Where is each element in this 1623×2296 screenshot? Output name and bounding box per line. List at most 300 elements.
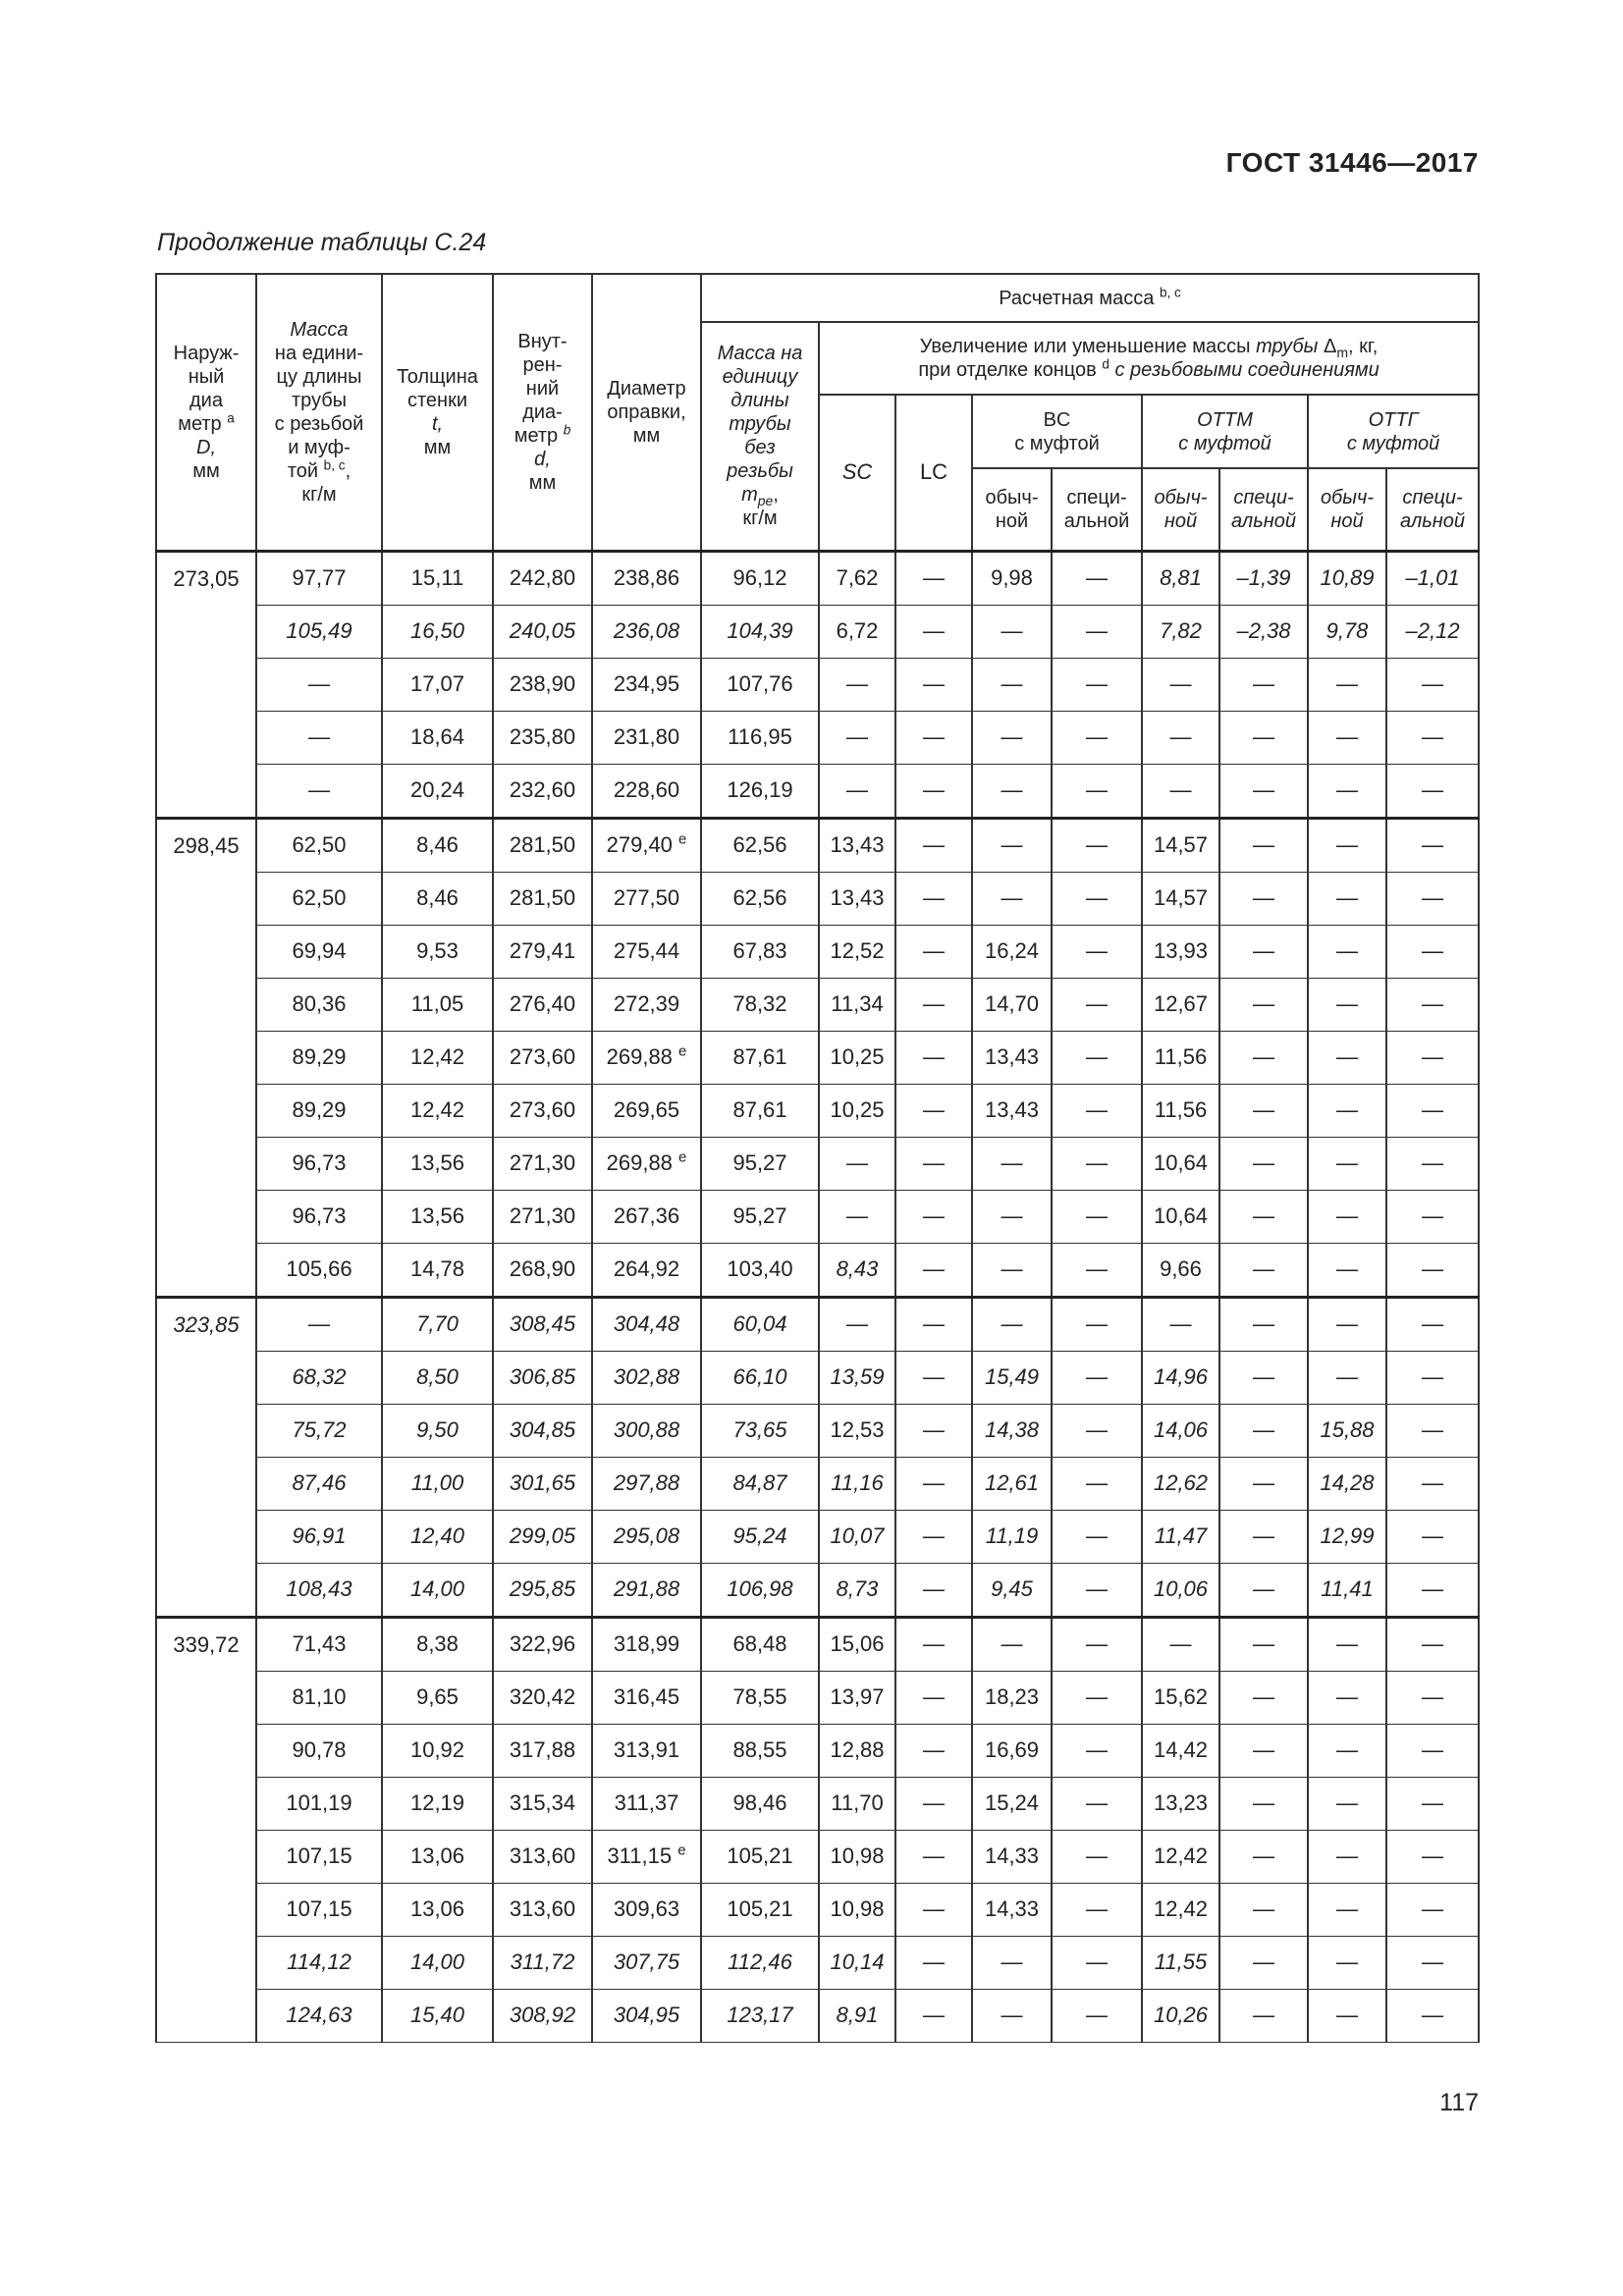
table-cell: 13,97 <box>819 1671 895 1724</box>
table-cell: — <box>895 1404 972 1457</box>
table-cell: — <box>1052 1031 1142 1084</box>
table-cell: — <box>972 1243 1052 1297</box>
table-cell: 275,44 <box>592 925 701 978</box>
table-cell: 13,43 <box>819 818 895 872</box>
table-cell: 10,25 <box>819 1084 895 1137</box>
table-row <box>156 551 1479 605</box>
table-cell: 311,37 <box>592 1777 701 1830</box>
table-cell: 307,75 <box>592 1936 701 1989</box>
table-cell: 108,43 <box>256 1563 382 1617</box>
table-cell: 95,24 <box>701 1510 819 1563</box>
table-cell: 236,08 <box>592 605 701 658</box>
table-cell: 87,61 <box>701 1031 819 1084</box>
table-cell: — <box>256 711 382 764</box>
table-cell: 9,53 <box>382 925 493 978</box>
table-cell: 15,06 <box>819 1617 895 1671</box>
table-cell: 114,12 <box>256 1936 382 1989</box>
table-cell: 10,98 <box>819 1883 895 1936</box>
table-cell: 105,66 <box>256 1243 382 1297</box>
table-cell: 16,69 <box>972 1724 1052 1777</box>
table-cell: 313,60 <box>493 1883 592 1936</box>
table-cell: 14,57 <box>1142 818 1219 872</box>
table-cell: — <box>1386 658 1479 711</box>
table-cell: — <box>1052 1563 1142 1617</box>
table-cell: 11,41 <box>1308 1563 1386 1617</box>
table-cell: 13,56 <box>382 1137 493 1190</box>
table-cell: — <box>1308 818 1386 872</box>
table-cell: 10,98 <box>819 1830 895 1883</box>
table-cell: 107,15 <box>256 1883 382 1936</box>
table-cell: — <box>1308 1190 1386 1243</box>
table-cell: 12,42 <box>382 1084 493 1137</box>
table-cell: 12,42 <box>1142 1830 1219 1883</box>
table-cell: 62,56 <box>701 818 819 872</box>
table-row <box>156 1243 1479 1297</box>
table-cell: 12,62 <box>1142 1457 1219 1510</box>
table-cell: 62,50 <box>256 818 382 872</box>
table-row <box>156 1190 1479 1243</box>
outer-diameter-cell: 298,45 <box>156 818 256 1297</box>
table-row <box>156 605 1479 658</box>
table-cell: 304,85 <box>493 1404 592 1457</box>
table-cell: 14,06 <box>1142 1404 1219 1457</box>
table-cell: — <box>1219 872 1308 925</box>
table-cell: 126,19 <box>701 764 819 818</box>
col-ottg: ОТТГ с муфтой <box>1308 395 1479 468</box>
table-cell: — <box>1219 1243 1308 1297</box>
table-cell: — <box>1308 1351 1386 1404</box>
table-cell: — <box>972 764 1052 818</box>
table-cell: — <box>1308 1297 1386 1351</box>
table-cell: 105,21 <box>701 1830 819 1883</box>
table-cell: 104,39 <box>701 605 819 658</box>
table-cell: 295,08 <box>592 1510 701 1563</box>
table-cell: 62,50 <box>256 872 382 925</box>
footnote-mark: e <box>678 1042 687 1060</box>
table-cell: — <box>1308 1137 1386 1190</box>
col-ottm-special: специ- альной <box>1219 468 1308 551</box>
table-cell: 10,07 <box>819 1510 895 1563</box>
table-cell: 8,46 <box>382 872 493 925</box>
table-cell: 14,38 <box>972 1404 1052 1457</box>
table-cell: 271,30 <box>493 1137 592 1190</box>
table-cell: — <box>972 1989 1052 2042</box>
table-cell: 242,80 <box>493 551 592 605</box>
table-cell: 11,47 <box>1142 1510 1219 1563</box>
table-cell: — <box>895 1777 972 1830</box>
table-cell: 276,40 <box>493 978 592 1031</box>
table-cell: 96,91 <box>256 1510 382 1563</box>
table-cell: — <box>1142 764 1219 818</box>
table-cell: 78,55 <box>701 1671 819 1724</box>
table-cell: 88,55 <box>701 1724 819 1777</box>
table-cell: 8,43 <box>819 1243 895 1297</box>
table-cell: 11,16 <box>819 1457 895 1510</box>
page-number: 117 <box>1439 2089 1479 2116</box>
table-cell: 317,88 <box>493 1724 592 1777</box>
table-cell: 297,88 <box>592 1457 701 1510</box>
table-cell: — <box>819 711 895 764</box>
table-cell: — <box>1052 1671 1142 1724</box>
table-cell: — <box>895 978 972 1031</box>
table-cell: 15,62 <box>1142 1671 1219 1724</box>
table-cell: 12,19 <box>382 1777 493 1830</box>
col-lc: LC <box>895 395 972 551</box>
table-cell: 16,50 <box>382 605 493 658</box>
table-cell: 279,40 $^e$ <box>592 818 701 872</box>
table-cell: 18,64 <box>382 711 493 764</box>
table-cell: — <box>1386 925 1479 978</box>
table-cell: — <box>256 658 382 711</box>
table-cell: — <box>895 1563 972 1617</box>
table-cell: — <box>1308 764 1386 818</box>
table-cell: — <box>1308 1671 1386 1724</box>
table-cell: 12,61 <box>972 1457 1052 1510</box>
table-cell: 12,40 <box>382 1510 493 1563</box>
table-cell: 12,99 <box>1308 1510 1386 1563</box>
table-cell: — <box>1052 764 1142 818</box>
table-cell: — <box>895 1830 972 1883</box>
table-cell: 10,06 <box>1142 1563 1219 1617</box>
table-cell: — <box>1386 1190 1479 1243</box>
table-row <box>156 1031 1479 1084</box>
table-cell: — <box>256 764 382 818</box>
table-cell: — <box>895 764 972 818</box>
table-cell: — <box>972 1297 1052 1351</box>
table-cell: 105,21 <box>701 1883 819 1936</box>
table-cell: — <box>895 1190 972 1243</box>
table-cell: 20,24 <box>382 764 493 818</box>
table-cell: — <box>256 1297 382 1351</box>
table-cell: — <box>1386 978 1479 1031</box>
table-row <box>156 978 1479 1031</box>
table-cell: — <box>895 1243 972 1297</box>
table-cell: — <box>1219 1137 1308 1190</box>
table-cell: 10,64 <box>1142 1190 1219 1243</box>
outer-diameter-cell: 273,05 <box>156 551 256 818</box>
table-cell: 75,72 <box>256 1404 382 1457</box>
table-cell: — <box>895 1137 972 1190</box>
table-cell: 318,99 <box>592 1617 701 1671</box>
table-cell: — <box>1052 711 1142 764</box>
table-cell: 107,15 <box>256 1830 382 1883</box>
table-cell: 15,24 <box>972 1777 1052 1830</box>
table-cell: — <box>1219 1031 1308 1084</box>
table-cell: — <box>1219 1404 1308 1457</box>
table-cell: — <box>1308 1031 1386 1084</box>
col-ottm-normal: обыч- ной <box>1142 468 1219 551</box>
table-cell: — <box>1386 1243 1479 1297</box>
table-cell: — <box>972 711 1052 764</box>
table-cell: 320,42 <box>493 1671 592 1724</box>
table-cell: 13,56 <box>382 1190 493 1243</box>
table-cell: 69,94 <box>256 925 382 978</box>
table-cell: — <box>1219 1777 1308 1830</box>
table-cell: — <box>1219 1457 1308 1510</box>
table-cell: 16,24 <box>972 925 1052 978</box>
table-cell: — <box>1386 1617 1479 1671</box>
table-cell: 7,62 <box>819 551 895 605</box>
table-row <box>156 1777 1479 1830</box>
table-cell: 66,10 <box>701 1351 819 1404</box>
table-cell: — <box>1308 925 1386 978</box>
table-row <box>156 1510 1479 1563</box>
table-cell: 14,33 <box>972 1830 1052 1883</box>
table-cell: 13,43 <box>972 1084 1052 1137</box>
col-delta-mass: Увеличение или уменьшение массы трубы $\Delta_m$, кг, при отделке концов $^d$ с резьбовыми соединениями <box>819 322 1479 395</box>
table-cell: 238,90 <box>493 658 592 711</box>
table-cell: 8,91 <box>819 1989 895 2042</box>
table-cell: 273,60 <box>493 1084 592 1137</box>
table-cell: — <box>895 872 972 925</box>
table-cell: — <box>1219 711 1308 764</box>
table-cell: — <box>972 1190 1052 1243</box>
table-cell: 14,28 <box>1308 1457 1386 1510</box>
table-row <box>156 925 1479 978</box>
table-cell: — <box>972 872 1052 925</box>
table-cell: 238,86 <box>592 551 701 605</box>
table-cell: — <box>1219 1510 1308 1563</box>
table-cell: — <box>1052 1457 1142 1510</box>
table-cell: 10,89 <box>1308 551 1386 605</box>
table-cell: 15,40 <box>382 1989 493 2042</box>
table-cell: — <box>1052 1777 1142 1830</box>
table-cell: 14,33 <box>972 1883 1052 1936</box>
table-cell: — <box>1219 1617 1308 1671</box>
table-cell: 235,80 <box>493 711 592 764</box>
table-cell: — <box>895 818 972 872</box>
table-cell: 78,32 <box>701 978 819 1031</box>
table-cell: — <box>1386 1563 1479 1617</box>
table-cell: — <box>1052 1137 1142 1190</box>
table-cell: — <box>1219 1671 1308 1724</box>
table-cell: — <box>895 711 972 764</box>
table-row <box>156 1563 1479 1617</box>
col-outer-diameter: Наруж- ный диа метр $^a$ D, мм <box>156 274 256 551</box>
table-cell: 315,34 <box>493 1777 592 1830</box>
table-cell: 81,10 <box>256 1671 382 1724</box>
table-cell: 9,45 <box>972 1563 1052 1617</box>
table-cell: 14,00 <box>382 1936 493 1989</box>
table-cell: 308,45 <box>493 1297 592 1351</box>
table-cell: — <box>1052 1617 1142 1671</box>
table-cell: — <box>1052 551 1142 605</box>
table-cell: — <box>895 1510 972 1563</box>
col-mandrel-diameter: Диаметр оправки, мм <box>592 274 701 551</box>
table-cell: 269,88 $^e$ <box>592 1031 701 1084</box>
table-cell: 302,88 <box>592 1351 701 1404</box>
table-cell: 268,90 <box>493 1243 592 1297</box>
table-cell: — <box>895 1031 972 1084</box>
table-cell: — <box>1386 1084 1479 1137</box>
table-cell: 101,19 <box>256 1777 382 1830</box>
table-cell: — <box>1052 1404 1142 1457</box>
table-cell: — <box>972 1936 1052 1989</box>
table-header <box>156 274 1479 551</box>
table-cell: 71,43 <box>256 1617 382 1671</box>
table-cell: 95,27 <box>701 1190 819 1243</box>
table-cell: 124,63 <box>256 1989 382 2042</box>
table-cell: 14,96 <box>1142 1351 1219 1404</box>
table-cell: — <box>1386 711 1479 764</box>
table-cell: — <box>1219 658 1308 711</box>
table-cell: — <box>1386 1777 1479 1830</box>
table-cell: 273,60 <box>493 1031 592 1084</box>
table-cell: 68,32 <box>256 1351 382 1404</box>
table-row <box>156 1084 1479 1137</box>
col-calc-mass: Расчетная масса $^{b, c}$ <box>701 274 1479 322</box>
table-cell: — <box>1386 1404 1479 1457</box>
table-cell: — <box>1219 1351 1308 1404</box>
table-cell: 87,46 <box>256 1457 382 1510</box>
outer-diameter-cell: 323,85 <box>156 1297 256 1617</box>
col-ottm: ОТТМ с муфтой <box>1142 395 1308 468</box>
table-cell: — <box>972 605 1052 658</box>
table-cell: 10,26 <box>1142 1989 1219 2042</box>
table-cell: — <box>1308 1617 1386 1671</box>
table-cell: 8,73 <box>819 1563 895 1617</box>
table-row <box>156 1404 1479 1457</box>
table-cell: 96,12 <box>701 551 819 605</box>
table-cell: — <box>1219 818 1308 872</box>
table-cell: 107,76 <box>701 658 819 711</box>
table-cell: 9,98 <box>972 551 1052 605</box>
table-cell: 14,57 <box>1142 872 1219 925</box>
table-cell: 11,55 <box>1142 1936 1219 1989</box>
table-cell: 7,82 <box>1142 605 1219 658</box>
table-cell: — <box>1308 1084 1386 1137</box>
table-cell: 9,66 <box>1142 1243 1219 1297</box>
table-cell: 7,70 <box>382 1297 493 1351</box>
table-cell: 12,88 <box>819 1724 895 1777</box>
table-cell: — <box>895 925 972 978</box>
table-cell: — <box>1386 1883 1479 1936</box>
table-cell: 12,67 <box>1142 978 1219 1031</box>
table-cell: 103,40 <box>701 1243 819 1297</box>
table-cell: 304,95 <box>592 1989 701 2042</box>
table-cell: — <box>1052 1936 1142 1989</box>
table-cell: — <box>1308 1883 1386 1936</box>
table-cell: 9,50 <box>382 1404 493 1457</box>
table-row <box>156 1936 1479 1989</box>
table-cell: — <box>1219 1989 1308 2042</box>
table-cell: 316,45 <box>592 1671 701 1724</box>
table-cell: 14,42 <box>1142 1724 1219 1777</box>
table-cell: 13,23 <box>1142 1777 1219 1830</box>
table-cell: — <box>1308 1830 1386 1883</box>
table-cell: — <box>1052 1297 1142 1351</box>
table-row <box>156 1137 1479 1190</box>
table-cell: 272,39 <box>592 978 701 1031</box>
table-cell: — <box>1052 605 1142 658</box>
table-cell: — <box>1219 764 1308 818</box>
table-cell: — <box>1142 1617 1219 1671</box>
table-cell: — <box>819 1297 895 1351</box>
table-cell: — <box>1219 1883 1308 1936</box>
table-cell: — <box>1142 658 1219 711</box>
table-cell: — <box>972 1137 1052 1190</box>
table-cell: — <box>895 1671 972 1724</box>
table-cell: — <box>1052 872 1142 925</box>
table-cell: 105,49 <box>256 605 382 658</box>
table-row <box>156 818 1479 872</box>
table-cell: — <box>1386 764 1479 818</box>
table-cell: — <box>1052 978 1142 1031</box>
table-cell: 10,25 <box>819 1031 895 1084</box>
table-cell: — <box>1386 818 1479 872</box>
table-cell: 12,42 <box>382 1031 493 1084</box>
table-cell: — <box>1219 978 1308 1031</box>
outer-diameter-cell: 339,72 <box>156 1617 256 2042</box>
table-cell: — <box>1308 1724 1386 1777</box>
table-cell: 231,80 <box>592 711 701 764</box>
table-cell: 9,78 <box>1308 605 1386 658</box>
table-cell: 8,50 <box>382 1351 493 1404</box>
table-row <box>156 872 1479 925</box>
table-cell: –1,39 <box>1219 551 1308 605</box>
table-cell: — <box>1142 1297 1219 1351</box>
table-cell: — <box>1386 1351 1479 1404</box>
table-cell: 308,92 <box>493 1989 592 2042</box>
table-cell: — <box>1052 1724 1142 1777</box>
table-cell: 15,49 <box>972 1351 1052 1404</box>
table-cell: 8,38 <box>382 1617 493 1671</box>
document-code: ГОСТ 31446—2017 <box>1225 147 1479 178</box>
table-cell: 106,98 <box>701 1563 819 1617</box>
col-bc: BC с муфтой <box>972 395 1142 468</box>
table-cell: 15,88 <box>1308 1404 1386 1457</box>
table-cell: 10,64 <box>1142 1137 1219 1190</box>
table-cell: — <box>1052 1989 1142 2042</box>
table-cell: 84,87 <box>701 1457 819 1510</box>
table-caption: Продолжение таблицы С.24 <box>157 229 487 256</box>
table-cell: 322,96 <box>493 1617 592 1671</box>
table-cell: — <box>819 1137 895 1190</box>
table-cell: — <box>1052 1084 1142 1137</box>
table-cell: 14,00 <box>382 1563 493 1617</box>
table-cell: 232,60 <box>493 764 592 818</box>
table-cell: — <box>1308 1936 1386 1989</box>
table-cell: 13,43 <box>972 1031 1052 1084</box>
table-cell: — <box>972 818 1052 872</box>
table-row <box>156 1617 1479 1671</box>
table-cell: 304,48 <box>592 1297 701 1351</box>
table-row <box>156 1297 1479 1351</box>
table-cell: 269,65 <box>592 1084 701 1137</box>
table-cell: 11,56 <box>1142 1031 1219 1084</box>
table-cell: — <box>1386 1457 1479 1510</box>
table-cell: — <box>1219 1563 1308 1617</box>
table-cell: — <box>972 658 1052 711</box>
table-cell: 18,23 <box>972 1671 1052 1724</box>
table-cell: — <box>1219 1297 1308 1351</box>
col-sc: SC <box>819 395 895 551</box>
table-cell: 14,70 <box>972 978 1052 1031</box>
table-cell: — <box>1219 925 1308 978</box>
table-cell: 90,78 <box>256 1724 382 1777</box>
table-cell: 10,92 <box>382 1724 493 1777</box>
col-bc-special: специ- альной <box>1052 468 1142 551</box>
table-row <box>156 1671 1479 1724</box>
table-cell: –2,38 <box>1219 605 1308 658</box>
table-cell: 311,72 <box>493 1936 592 1989</box>
col-plain-end-mass: Масса на единицу длины трубы без резьбы $m_{pe}$, кг/м <box>701 322 819 551</box>
table-cell: 13,93 <box>1142 925 1219 978</box>
table-cell: 279,41 <box>493 925 592 978</box>
col-ottg-special: специ- альной <box>1386 468 1479 551</box>
table-cell: — <box>1308 872 1386 925</box>
table-cell: — <box>1308 1989 1386 2042</box>
